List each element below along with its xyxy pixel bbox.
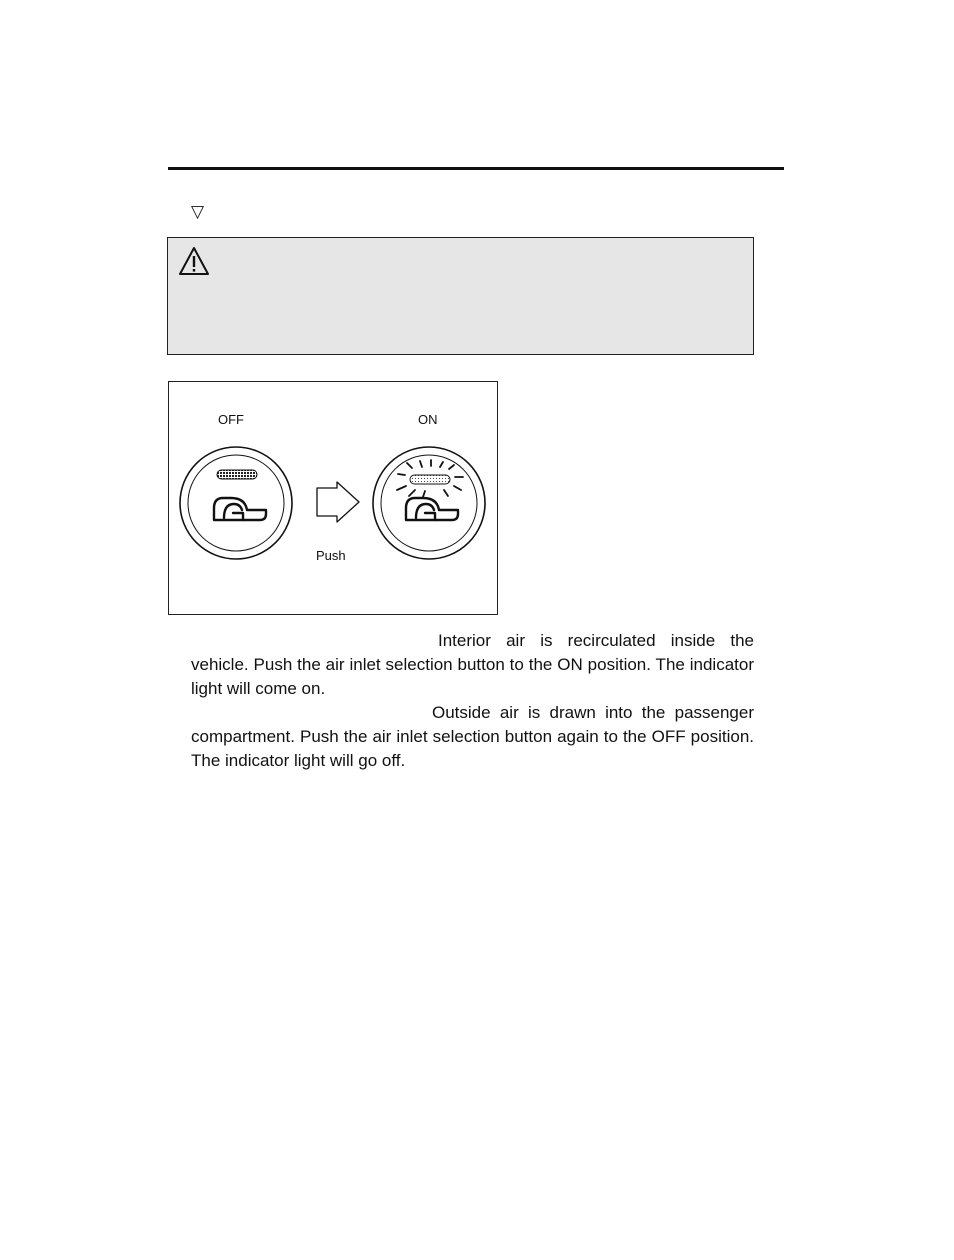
recirculation-paragraph: Interior air is recirculated inside the vehicle. Push the air inlet selection button to the ON position. The indicator light will come on. [191, 631, 754, 698]
triangle-marker: ▽ [191, 202, 205, 222]
push-arrow-icon [317, 482, 359, 522]
caution-box [167, 237, 754, 355]
off-label: OFF [218, 412, 244, 427]
on-button-drawing [373, 447, 485, 559]
outside-air-paragraph: Outside air is drawn into the passenger compartment. Push the air inlet selection button again to the OFF position. The indicator light will go off. [191, 703, 754, 770]
warning-icon [178, 246, 210, 276]
on-label: ON [418, 412, 438, 427]
off-button-drawing [180, 447, 292, 559]
section-rule [168, 167, 784, 170]
instruction-text [191, 629, 754, 773]
air-inlet-button-figure [168, 381, 498, 615]
push-label: Push [316, 548, 346, 563]
